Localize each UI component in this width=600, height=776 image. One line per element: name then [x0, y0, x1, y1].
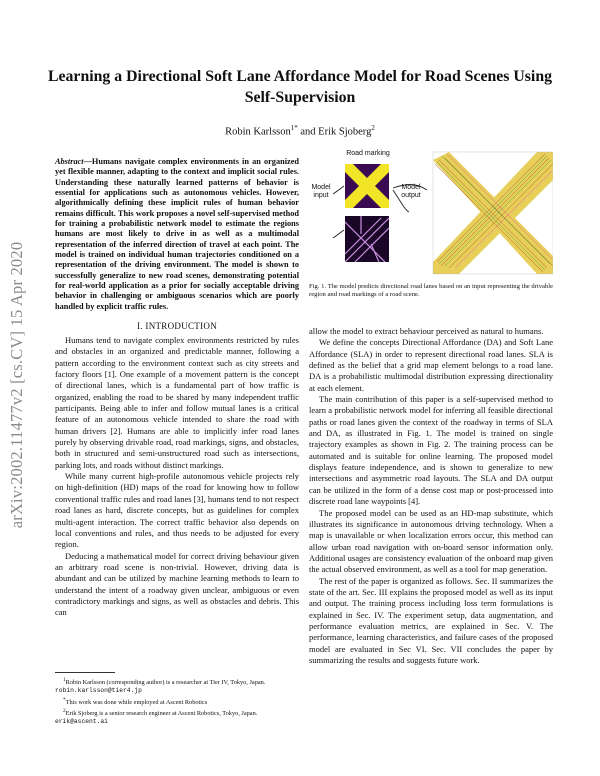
- figure-1-caption: Fig. 1. The model predicts directional road lanes based on an input representing the drivable region and road markings of a road scene.: [309, 283, 553, 299]
- footnote-3-text: Erik Sjoberg is a senior research engineer at Ascent Robotics, Tokyo, Japan.: [65, 709, 258, 717]
- section-heading-introduction: I. INTRODUCTION: [137, 321, 217, 331]
- abstract-label: Abstract: [55, 157, 84, 166]
- left-column-body: [55, 335, 299, 619]
- abstract-text: —Humans navigate complex environments in an organized yet flexible manner, adapting to the context and implicit social rules. Understanding these naturally learned patterns of behavior is essential for applications such as autonomous vehicles. However, algorithmically defining these implicit rules of human behavior remains difficult. This work proposes a novel self-supervised method for training a probabilistic network model to estimate the regions humans are most likely to drive in as well as a multimodal representation of the inferred direction of travel at each point. The model is trained on individual human trajectories conditioned on a representation of the driving environment. The model is shown to successfully generalize to new road scenes, demonstrating potential for real-world application as a prior for socially acceptable driving behavior in challenging or ambiguous scenarios which are poorly handled by explicit traffic rules.: [55, 157, 299, 311]
- label-model-output: Model output: [401, 184, 421, 199]
- paper-title: Learning a Directional Soft Lane Affordance Model for Road Scenes Using Self-Supervision: [47, 68, 553, 106]
- footnote-1-email: robin.karlsson@tier4.jp: [55, 687, 142, 695]
- right-column-body: [309, 326, 553, 666]
- footnote-divider: [55, 672, 115, 673]
- intro-paragraph: The rest of the paper is organized as follows. Sec. II summarizes the state of the art. Sec. III explains the proposed model as well as its input and output. The training process including loss term formulations is explained in Sec. IV. The experiment setup, data augmentation, and performance evaluation metrics, are explained in Sec. V. The performance, learning characteristics, and failure cases of the proposed model are evaluated in Sec VI. Sec. VII concludes the paper by summarizing the results and suggests future work.: [309, 575, 553, 665]
- author-1-name: Robin Karlsson: [225, 126, 291, 138]
- footnote-2: [55, 696, 299, 707]
- author-1-affiliation-mark: 1*: [290, 124, 298, 132]
- model-output-image: [433, 152, 553, 274]
- arxiv-sidebar-stamp: [2, 160, 32, 610]
- author-line: [40, 124, 560, 138]
- footnotes: [55, 672, 299, 726]
- intro-paragraph: allow the model to extract behaviour perceived as natural to humans.: [309, 326, 544, 336]
- footnote-2-mark: *: [63, 696, 66, 703]
- footnote-1: [55, 676, 299, 696]
- label-model-input: Model input: [311, 184, 331, 199]
- footnote-1-text: Robin Karlsson (corresponding author) is a researcher at Tier IV, Tokyo, Japan.: [65, 679, 266, 687]
- footnote-1-mark: 1: [63, 677, 66, 683]
- abstract: [55, 157, 299, 312]
- figure-1: [309, 150, 553, 280]
- footnote-3-email: erik@ascent.ai: [55, 718, 108, 726]
- footnote-3: [55, 707, 299, 727]
- footnote-2-text: This work was done while employed at Ascent Robotics: [65, 698, 208, 706]
- label-road-marking: Road marking: [346, 150, 390, 157]
- intro-paragraph: Humans tend to navigate complex environments restricted by rules and obstacles in an organized and predictable manner, following a pattern according to the environment context such as city streets and factory floors [1]. One example of a movement pattern is the concept of directional lanes, which is a fundamental part of how traffic is organized, enabling the road to be shared by many independent traffic participants. Being able to infer and follow mutual lanes is a critical feature of an autonomous vehicle intended to share the road with human drivers [2]. Humans are able to implicitly infer road lanes purely by observing drivable road, road markings, signs, and obstacles, both in structured and semi-unstructured road such as intersections, parking lots, and roads without distinct markings.: [55, 335, 299, 470]
- intro-paragraph: We define the concepts Directional Affordance (DA) and Soft Lane Affordance (SLA) in order to represent directional road lanes. SLA is defined as the belief that a grid map element belongs to a road lane. DA is a probabilistic multimodal distribution expressing directionality at each element.: [309, 337, 553, 393]
- figure-1-graphic: [309, 150, 553, 280]
- intro-paragraph: While many current high-profile autonomous vehicle projects rely on high-definition (HD) maps of the road for knowing how to follow conventional traffic rules and road lanes [3], humans tend to not respect road lanes as hard, discrete concepts, but as guidelines for complex multi-agent interaction. The correct traffic behavior also depends on local conventions and rules, and thus needs to be adjusted for every region.: [55, 471, 299, 550]
- model-input-image: [345, 164, 389, 208]
- author-2-name: Erik Sjoberg: [318, 126, 372, 138]
- intro-paragraph: Deducing a mathematical model for correct driving behaviour given an arbitrary road scene is non-trivial. However, driving data is abundant and can be utilized by machine learning methods to learn to understand the intent of a roadway given unclear, ambiguous or even contradictory markings and signs, as well as obstacles and debris. This can: [55, 550, 299, 618]
- intro-paragraph: The proposed model can be used as an HD-map substitute, which illustrates its significance in autonomous driving technology. When a map is unavailable or when localization errors occur, this method can allow urban road navigation with on-board sensor information only. Additional usages are consistency evaluation of the onboard map given the actual observed environment, as well as a tool for map generation.: [309, 507, 553, 575]
- footnote-3-mark: 2: [63, 707, 66, 714]
- author-2-affiliation-mark: 2: [371, 124, 375, 132]
- road-marking-image: [345, 216, 389, 262]
- arxiv-identifier: arXiv:2002.11477v2 [cs.CV] 15 Apr 2020: [7, 241, 26, 529]
- author-conjunction: and: [300, 126, 316, 138]
- intro-paragraph: The main contribution of this paper is a self-supervised method to learn a probabilistic network model for inferring all feasible directional paths or road lanes given the context of the roadway in terms of SLA and DA, as illustrated in Fig. 1. The model is trained on single trajectory examples as shown in Fig. 2. The training process can be automated and is suitable for online learning. The proposed model displays feature independence, and is shown to generalize to new intersections and asymmetric road layouts. The SLA and DA output can be utilized in the form of a dense cost map or post-processed into discrete road lane waypoints [4].: [309, 394, 553, 507]
